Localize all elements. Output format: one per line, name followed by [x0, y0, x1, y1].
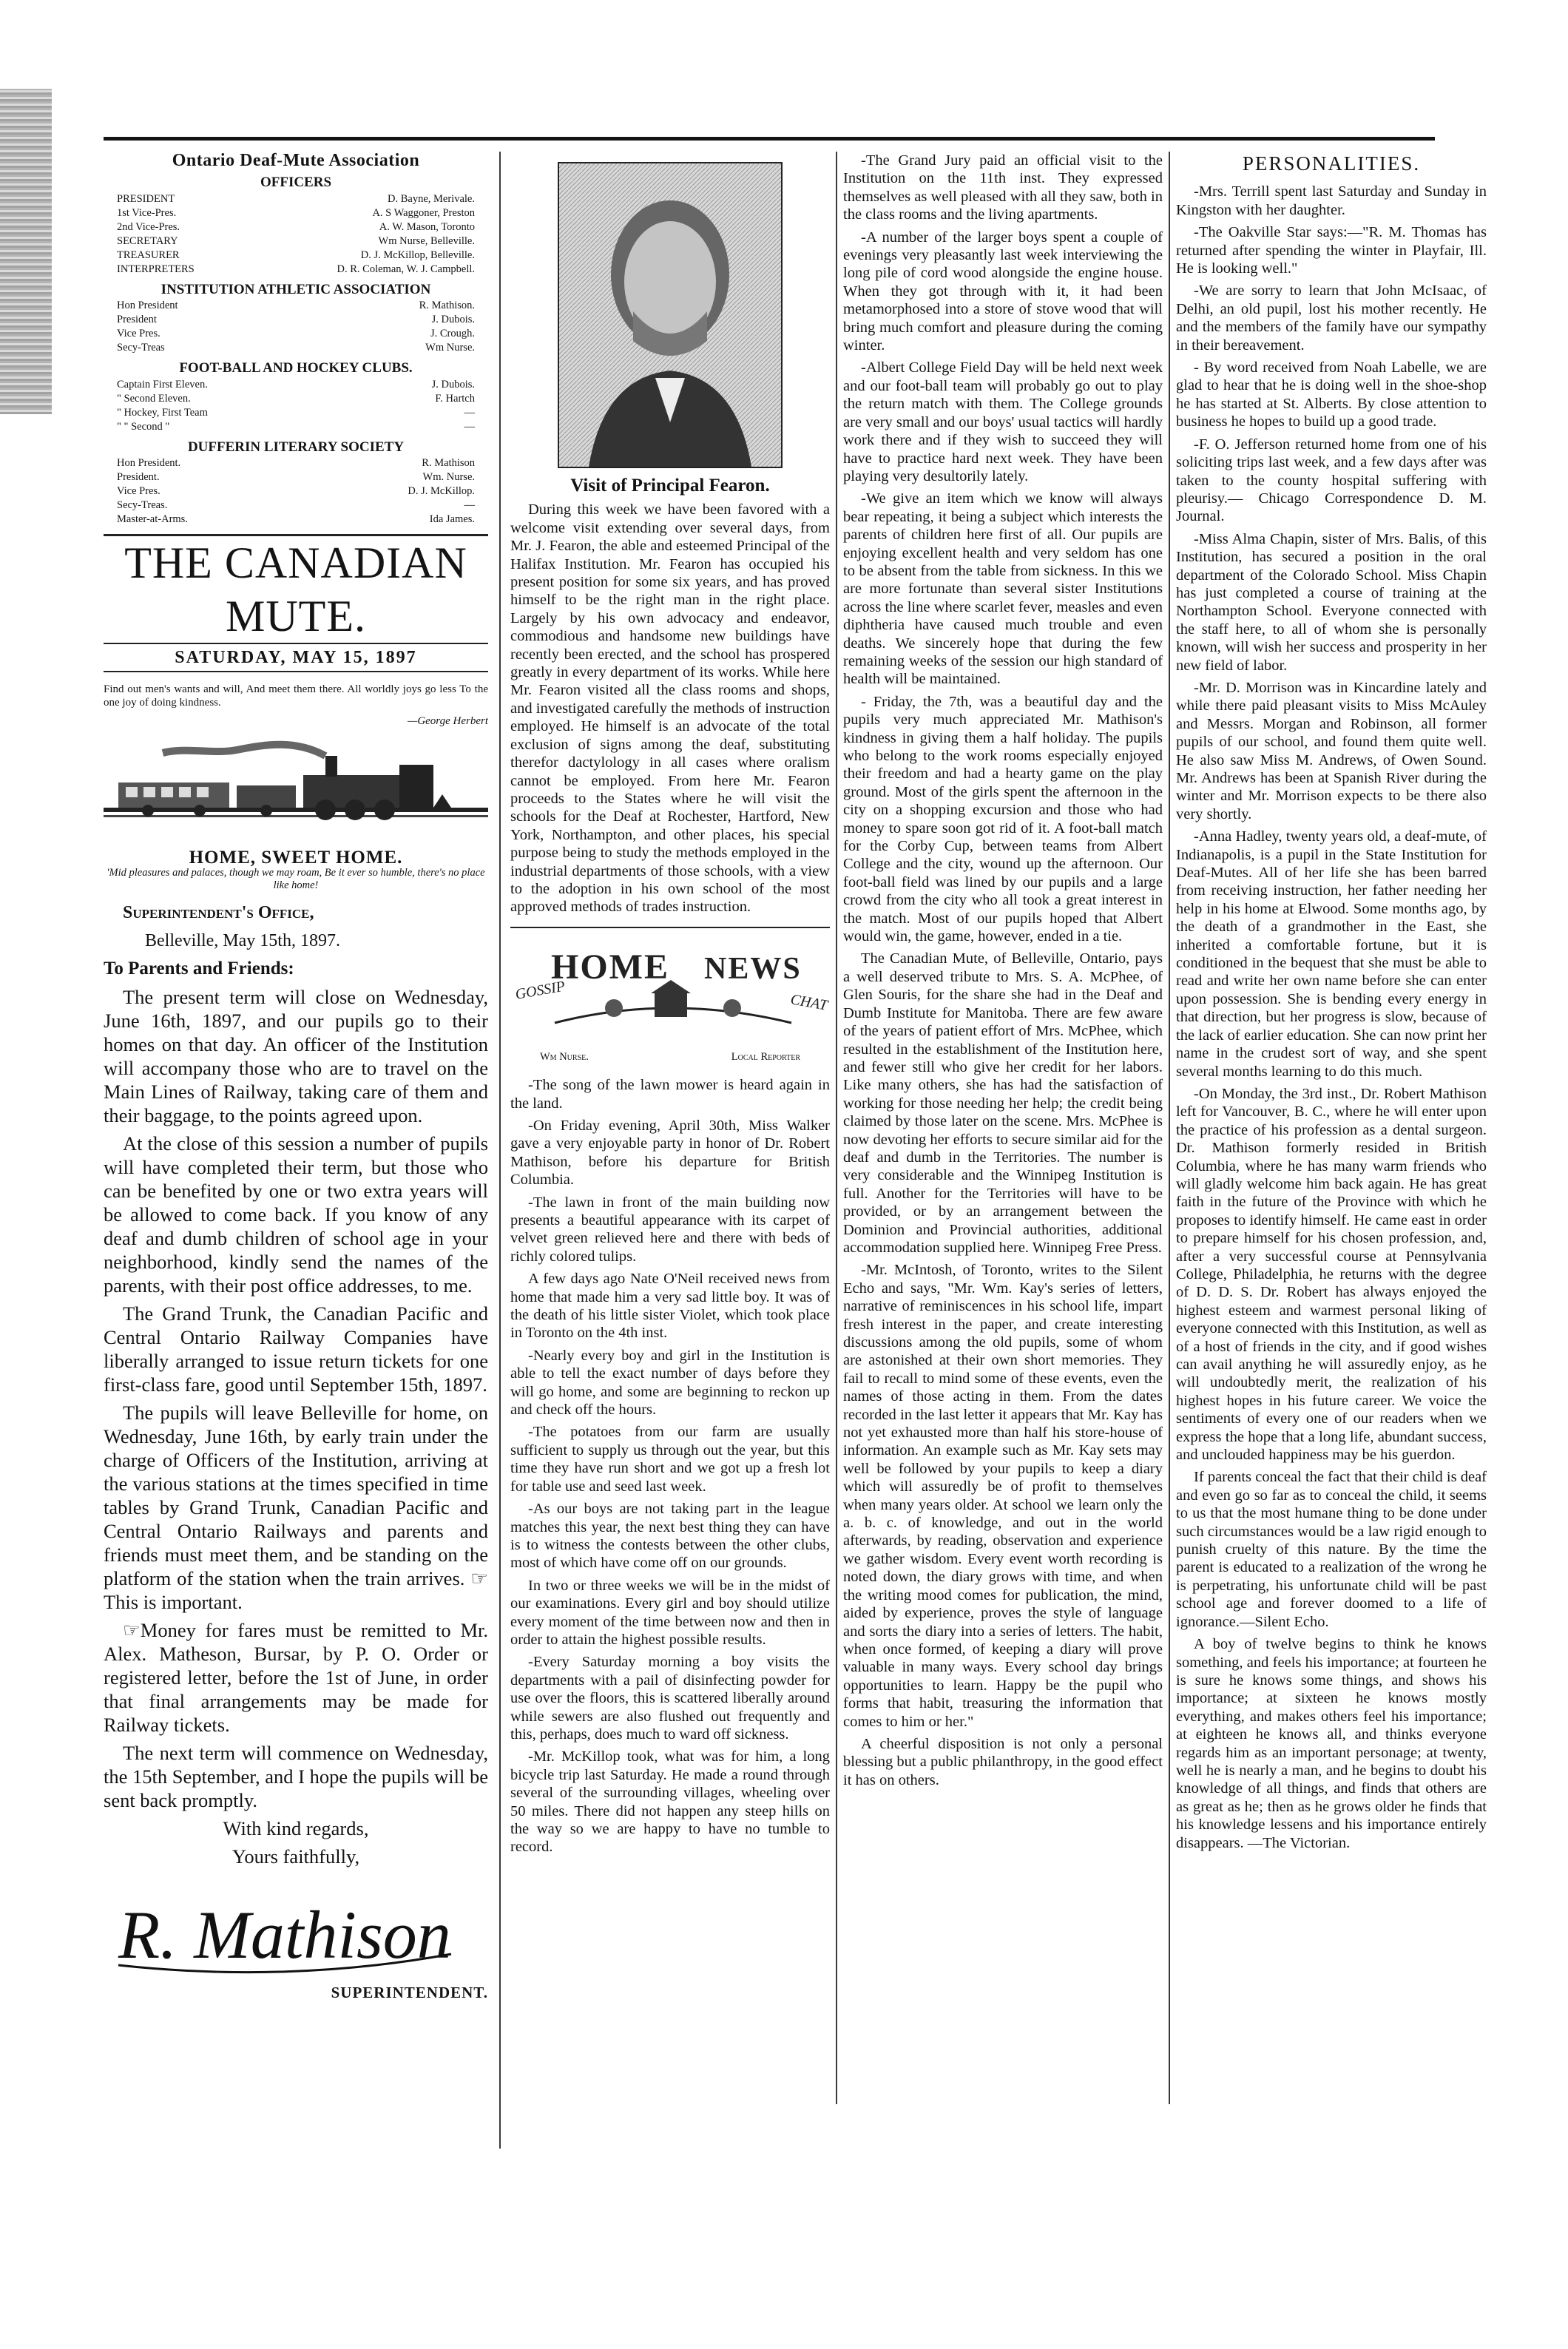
- officer-row: [104, 513, 488, 527]
- news-item: -We give an item which we know will always bear repeating, it being a subject which interests the parents of children here first of all. Our pupils are enjoying excellent health and very seldom has one to be absent from the table from sickness. In this we are more fortunate than several sister Institutions across the line where scarlet fever, measles and even diphtheria have caused much trouble and even deaths. We sincerely hope that during the few remaining weeks of the session our high standard of health will be maintained.: [843, 490, 1163, 688]
- officer-name: D. J. McKillop.: [408, 485, 475, 498]
- column-rule-1: [499, 152, 501, 2149]
- news-item: -On Friday evening, April 30th, Miss Walker gave a very enjoyable party in honor of Dr. Robert Mathison, before his departure for British Columbia.: [510, 1117, 830, 1189]
- news-item: -The Oakville Star says:—"R. M. Thomas has returned after spending the winter in Playfair, Ill. He is looking well.": [1176, 224, 1487, 277]
- officer-name: —: [464, 406, 475, 419]
- football-heading: FOOT-BALL AND HOCKEY CLUBS.: [179, 360, 413, 376]
- personalities-heading: PERSONALITIES.: [1242, 152, 1421, 175]
- officer-office: President: [117, 314, 157, 326]
- column-rule-2: [836, 152, 837, 2104]
- news-item: -Miss Alma Chapin, sister of Mrs. Balis, of this Institution, has secured a position in the oral department of the Colorado School. Miss Chapin has just completed a course of training at the Northampton School. Everyone connected with the staff here, to all of whom she is personally known, will wish her success and prosperity in her new field of labor.: [1176, 530, 1487, 674]
- fearon-article: During this week we have been favored with a welcome visit extending over several days, from Mr. J. Fearon, the able and esteemed Principal of the Halifax Institution. Mr. Fearon has occupied his present position for some six years, and has proved himself to be the right man in the right place. Largely by his own advocacy and endeavor, commodious and handsome new buildings have recently been erected, and the school has prospered greatly in every department of its works. While here Mr. Fearon visited all the class rooms and shops, and investigated carefully the methods of instruction employed. He himself is an advocate of the total exclusion of signs among the deaf, substituting therefor dactylology in all cases where oralism cannot be employed. From here Mr. Fearon proceeds to the States where he will visit the schools for the Deaf at Rochester, Hartford, New York, Northampton, and other places, his special purpose being to study the methods employed in the industrial departments of those schools, with a view to the adoption in his own school of the most approved methods of trades instruction.: [510, 501, 830, 916]
- signature: [104, 1873, 488, 1984]
- officer-name: R. Mathison.: [419, 300, 475, 312]
- column-4: [1176, 152, 1487, 2112]
- letter-paragraph: At the close of this session a number of pupils will have completed their term, but those who can be benefited by one or two extra years will be allowed to come back. If you know of any deaf and dumb children of school age in your neighborhood, kindly send the names of the parents, with their post office addresses, to me.: [104, 1132, 488, 1297]
- salutation: To Parents and Friends:: [104, 959, 294, 979]
- letter-paragraph: ☞Money for fares must be remitted to Mr. Alex. Matheson, Bursar, by P. O. Order or registered letter, before the 1st of June, in order that final arrangements may be made for Railway tickets.: [104, 1619, 488, 1737]
- news-item: -The potatoes from our farm are usually sufficient to supply us through out the year, but this time they have run short and we got up a fresh lot for table use and seed last week.: [510, 1424, 830, 1495]
- news-item: -We are sorry to learn that John McIsaac, of Delhi, an old pupil, lost his mother recently. He and the members of the family have our sympathy in their bereavement.: [1176, 283, 1487, 354]
- office-line-2: Belleville, May 15th, 1897.: [145, 931, 340, 951]
- masthead: THE CANADIAN MUTE.: [104, 534, 488, 644]
- portrait-principal-fearon: [558, 162, 783, 468]
- officer-office: Hon President.: [117, 457, 181, 470]
- signature-icon: [104, 1873, 488, 1984]
- officer-row: [104, 299, 488, 313]
- portrait-icon: [559, 163, 781, 467]
- home-news-banner-icon: [510, 934, 830, 1045]
- officer-row: [104, 470, 488, 484]
- reporter-title: Local Reporter: [731, 1050, 800, 1063]
- personalities-items: [1176, 183, 1487, 1852]
- officer-office: Secy-Treas.: [117, 499, 168, 512]
- news-item: -The lawn in front of the main building now presents a beautiful appearance with its carpet of velvet green relieved here and there with beds of richly colored tulips.: [510, 1194, 830, 1265]
- officer-name: Wm Nurse.: [425, 342, 475, 354]
- home-sweet-home-verse: 'Mid pleasures and palaces, though we may roam, Be it ever so humble, there's no place like home!: [107, 867, 485, 892]
- train-icon: [104, 740, 488, 843]
- officer-office: " Hockey, First Team: [117, 406, 208, 419]
- officers-heading: OFFICERS: [260, 175, 332, 191]
- officer-office: TREASURER: [117, 249, 180, 261]
- officer-row: [104, 484, 488, 498]
- banner-gossip: GOSSIP: [514, 978, 567, 1003]
- officer-office: Master-at-Arms.: [117, 513, 188, 526]
- athletic-list: [104, 299, 488, 355]
- officer-name: Ida James.: [429, 513, 475, 526]
- column-2: [510, 152, 830, 2112]
- officer-office: 2nd Vice-Pres.: [117, 220, 180, 233]
- news-item: If parents conceal the fact that their child is deaf and even go so far as to conceal the child, it seems to us that the most humane thing to be done under such circumstances would be a law rigid enough to punish cruelty of this nature. By the time the parent is educated to a realization of the wrong he is perpetrating, his unfortunate child will be past school age and forever doomed to a life of ignorance.—Silent Echo.: [1176, 1469, 1487, 1630]
- officer-office: Vice Pres.: [117, 485, 160, 498]
- literary-heading: DUFFERIN LITERARY SOCIETY: [187, 439, 405, 455]
- officer-office: President.: [117, 471, 160, 484]
- officer-row: [104, 392, 488, 406]
- motto-attribution: —George Herbert: [407, 715, 488, 728]
- news-item: -On Monday, the 3rd inst., Dr. Robert Mathison left for Vancouver, B. C., where he will enter upon the practice of his profession as a dental surgeon. Dr. Mathison formerly resided in British Columbia, where he has many warm friends who will gladly welcome him back again. He has great faith in the future of the Province with which he proposes to identify himself. He came east in order to prepare himself for his chosen profession, and, after a very successful course at Pennsylvania College, Philadelphia, he returns with the degree of D. D. S. Dr. Robert has always enjoyed the highest esteem and warmest personal liking of everyone connected with this Institution, as well as of a host of friends in the city, and if good wishes can avail anything he will assuredly enjoy, as he will undoubtedly merit, the realization of his highest hopes in his future career. We voice the sentiments of every one of our readers when we express the hope that a long life, abundant success, and unclouded happiness may be his guerdon.: [1176, 1085, 1487, 1464]
- officer-name: Wm. Nurse.: [422, 471, 475, 484]
- letter-paragraph: The pupils will leave Belleville for home, on Wednesday, June 16th, by early train under the charge of Officers of the Institution, arriving at the various stations at the times specified in time tables by Grand Trunk, Canadian Pacific and Central Ontario Railways and parents and friends must meet them, and be standing on the platform of the station when the train arrives. ☞This is important.: [104, 1402, 488, 1614]
- association-title: Ontario Deaf-Mute Association: [172, 152, 420, 170]
- officer-name: J. Dubois.: [431, 314, 475, 326]
- letter-paragraph: The next term will commence on Wednesday, the 15th September, and I hope the pupils will be sent back promptly.: [104, 1742, 488, 1812]
- officer-office: Captain First Eleven.: [117, 378, 208, 391]
- column-3-items: [843, 152, 1163, 1789]
- officer-name: Wm Nurse, Belleville.: [378, 234, 475, 247]
- closing-regards: With kind regards,: [223, 1817, 369, 1840]
- signature-text: R. Mathison: [118, 1897, 451, 1973]
- officer-row: [104, 220, 488, 234]
- news-item: -Mrs. Terrill spent last Saturday and Sunday in Kingston with her daughter.: [1176, 183, 1487, 218]
- banner-home: HOME: [551, 947, 669, 987]
- literary-list: [104, 456, 488, 527]
- reporter-name: Wm Nurse.: [540, 1050, 589, 1063]
- officer-office: 1st Vice-Pres.: [117, 206, 177, 219]
- news-item: A cheerful disposition is not only a personal blessing but a public philanthropy, in the good effect it has on others.: [843, 1735, 1163, 1788]
- closing-faithfully: Yours faithfully,: [232, 1845, 360, 1868]
- news-item: -The Grand Jury paid an official visit to the Institution on the 11th inst. They expressed themselves as well pleased with all they saw, both in the class rooms and the living apartments.: [843, 152, 1163, 223]
- banner-chat: CHAT: [789, 991, 829, 1014]
- banner-news: NEWS: [704, 951, 802, 986]
- officer-row: [104, 234, 488, 249]
- officer-office: Hon President: [117, 300, 178, 312]
- officer-row: [104, 456, 488, 470]
- news-item: -Anna Hadley, twenty years old, a deaf-mute, of Indianapolis, is a pupil in the State Institution for Deaf-Mutes. All of her life she has been barred from receiving instruction, her father needing her help in his home at Elwood. Some months ago, by the death of a grandmother in the East, she inherited a comfortable fortune, but it is conditioned in the bequest that she must be able to read and write her own name before she can enter upon possession. She is bending every energy in that direction, but her progress is slow, because of the lack of earlier education. She can now print her name in the crudest sort of way, and she spent several months learning to do this much.: [1176, 828, 1487, 1080]
- column-rule-3: [1169, 152, 1170, 2104]
- news-item: -Nearly every boy and girl in the Institution is able to tell the exact number of days before they will go home, and some are beginning to reckon up and check off the hours.: [510, 1347, 830, 1419]
- top-rule: [104, 137, 1435, 141]
- officer-row: [104, 327, 488, 341]
- news-item: -Albert College Field Day will be held next week and our foot-ball team will probably go out to play the return match with them. The College grounds are very small and our boys' usual tactics will hardly work there and if they wish to succeed they will have to practice hard next week. They have been playing very desultorily lately.: [843, 359, 1163, 484]
- date-line: SATURDAY, MAY 15, 1897: [104, 649, 488, 672]
- news-item: -A number of the larger boys spent a couple of evenings very pleasantly last week interviewing the long pile of cord wood alongside the engine house. When they got through with it, it had been metamorphosed into a store of stove wood that will bring much comfort and pleasure during the coming winter.: [843, 229, 1163, 354]
- home-news-banner: [510, 927, 830, 1045]
- news-item: - Friday, the 7th, was a beautiful day and the pupils very much appreciated Mr. Mathison's kindness in giving them a half holiday. The pupils who belong to the work rooms especially enjoyed their freedom and had a hearty game on the play ground. Most of the girls spent the afternoon in the city on a shopping excursion and those who had money to spare soon got rid of it. A foot-ball match for the Corby Cup, between teams from Albert College and the city, wound up the afternoon. Our foot-ball field was lined by our pupils and a large crowd from the city who all took a great interest in the match. Most of our pupils hoped that Albert would win, the game, however, ended in a tie.: [843, 693, 1163, 945]
- officer-name: R. Mathison: [422, 457, 475, 470]
- officer-name: J. Crough.: [430, 328, 475, 340]
- officer-name: J. Dubois.: [431, 378, 475, 391]
- superintendent-letter: [104, 901, 488, 1868]
- news-item: A boy of twelve begins to think he knows something, and feels his importance; at fourteen he is sure he knows some things, and shows his importance; at sixteen he knows mostly everything, and makes others feel his importance; at eighteen he knows all, and thinks everyone regards him as an important personage; at twenty, well he is nearly a man, and he begins to doubt his knowledge of all things, and finds that others are as great as he; then as he grows older he finds that his knowledge lessens and his importance entirely disappears. —The Victorian.: [1176, 1636, 1487, 1851]
- visit-caption: Visit of Principal Fearon.: [570, 476, 770, 496]
- news-item: -Mr. D. Morrison was in Kincardine lately and while there paid pleasant visits to Miss McAuley and Messrs. Morgan and Robinson, all former pupils of our school, and found them quite well. He also saw Miss M. Andrews, of Owen Sound. Mr. Andrews has been at Spanish River during the winter and Mr. Morrison expects to be there also very shortly.: [1176, 679, 1487, 822]
- officer-name: —: [464, 499, 475, 512]
- officer-row: [104, 406, 488, 420]
- letter-paragraph: The present term will close on Wednesday, June 16th, 1897, and our pupils go to their homes on that day. An officer of the Institution will accompany those who are to travel on the Main Lines of Railway, taking care of them and their baggage, to the points agreed upon.: [104, 986, 488, 1127]
- column-1: [104, 152, 488, 2149]
- superintendent-title: SUPERINTENDENT.: [331, 1984, 488, 2002]
- officer-office: " " Second ": [117, 420, 170, 433]
- officer-office: INTERPRETERS: [117, 263, 195, 275]
- news-item: In two or three weeks we will be in the midst of our examinations. Every girl and boy should utilize every moment of the time between now and then in order to attain the highest possible results.: [510, 1577, 830, 1648]
- office-line-1: Superintendent's Office,: [123, 903, 314, 923]
- officer-name: D. R. Coleman, W. J. Campbell.: [337, 263, 475, 275]
- officer-row: [104, 249, 488, 263]
- officer-name: F. Hartch: [435, 392, 475, 405]
- officer-name: D. Bayne, Merivale.: [388, 192, 475, 205]
- news-item: -As our boys are not taking part in the league matches this year, the next best thing they can have is to witness the contests between the other clubs, most of which have come off on our grounds.: [510, 1501, 830, 1572]
- news-item: A few days ago Nate O'Neil received news from home that made him a very sad little boy. It was of the death of his little sister Violet, which took place in Toronto on the 4th inst.: [510, 1271, 830, 1342]
- officer-row: [104, 263, 488, 277]
- officer-office: Secy-Treas: [117, 342, 165, 354]
- home-news-items: [510, 1076, 830, 1856]
- home-news-credit: [510, 1048, 830, 1066]
- scan-binding-edge: [0, 89, 52, 414]
- home-sweet-home-title: HOME, SWEET HOME.: [189, 847, 403, 868]
- news-item: -Mr. McIntosh, of Toronto, writes to the Silent Echo and says, "Mr. Wm. Kay's series of letters, narrative of reminiscences in his school life, impart fresh interest in the paper, and create interesting discussions among the old pupils, some of whom are astonished at their own short memories. They fail to recall to mind some of these events, even the names of those acting in them. From the dates recorded in the last letter it appears that Mr. Kay has not yet exhausted more than half his store-house of information. An example such as Mr. Kay sets may well be followed by your pupils to keep a diary which will assuredly be of profit to themselves when many years older. At school we learn only the a. b. c. of knowledge, and out in the world afterwards, by reading, observation and experience we gather wisdom. Every event worth recording is noted down, the diary grows with time, and when the writing mood comes for publication, the mind, aided by experience, proves the style of language and sorts the diary into a series of letters. The habit, when once formed, of keeping a diary will prove valuable in many ways. Every school day brings opportunities to learn. Happy be the pupil who forms that habit, treasuring the information that comes to him or her.": [843, 1262, 1163, 1730]
- train-engraving: [104, 740, 488, 843]
- news-item: The Canadian Mute, of Belleville, Ontario, pays a well deserved tribute to Mrs. S. A. McPhee, of Glen Souris, for the share she had in the Deaf and Dumb Institute for Manitoba. There are few aware of the years of patient effort of Mrs. McPhee, which resulted in the establishment of the Institution here, and fewer still who give her credit for her labors. Like many others, she has had the satisfaction of working for those needing her help; the credit being claimed by those later on the scene. Mrs. McPhee is now devoting her efforts to secure similar aid for the deaf and dumb in the Territories. The number is very considerable and the Winnipeg Institution is full. Another for the Territories will have to be provided, or by an arrangement between the Dominion and Provincial authorities, additional accommodation supplied here. Winnipeg Free Press.: [843, 950, 1163, 1256]
- officer-row: [104, 498, 488, 513]
- column-3: [843, 152, 1163, 2112]
- officer-row: [104, 206, 488, 220]
- officer-row: [104, 192, 488, 206]
- officer-office: SECRETARY: [117, 234, 178, 247]
- officer-name: A. W. Mason, Toronto: [379, 220, 475, 233]
- news-item: -F. O. Jefferson returned home from one of his soliciting trips last week, and a few days after was taken to the county hospital suffering with pleurisy.— Chicago Correspondence D. M. Journal.: [1176, 436, 1487, 525]
- officer-name: D. J. McKillop, Belleville.: [360, 249, 475, 261]
- officer-row: [104, 313, 488, 327]
- news-item: -Every Saturday morning a boy visits the departments with a pail of disinfecting powder for use over the floors, this is scattered liberally around while sewers are also flushed out frequently and this, perhaps, does much to ward off sickness.: [510, 1654, 830, 1743]
- motto: Find out men's wants and will, And meet them there. All worldly joys go less To the one joy of doing kindness.: [104, 683, 488, 709]
- officers-list: [104, 192, 488, 277]
- news-item: -Mr. McKillop took, what was for him, a long bicycle trip last Saturday. He made a round through several of the surrounding villages, wheeling over 50 miles. There did not happen any steep hills on the way so we are happy to have no tumble to record.: [510, 1748, 830, 1856]
- officer-name: —: [464, 420, 475, 433]
- letter-paragraph: The Grand Trunk, the Canadian Pacific and Central Ontario Railway Companies have liberally arranged to issue return tickets for one first-class fare, good until September 15th, 1897.: [104, 1302, 488, 1396]
- news-item: - By word received from Noah Labelle, we are glad to hear that he is doing well in the shoe-shop he has started at St. Alberts. By close attention to business he hopes to build up a good trade.: [1176, 359, 1487, 430]
- news-item: -The song of the lawn mower is heard again in the land.: [510, 1077, 830, 1112]
- officer-office: PRESIDENT: [117, 192, 175, 205]
- athletic-heading: INSTITUTION ATHLETIC ASSOCIATION: [160, 281, 431, 297]
- officer-name: A. S Waggoner, Preston: [372, 206, 475, 219]
- officer-row: [104, 378, 488, 392]
- football-list: [104, 378, 488, 434]
- officer-row: [104, 420, 488, 434]
- officer-office: " Second Eleven.: [117, 392, 191, 405]
- officer-office: Vice Pres.: [117, 328, 160, 340]
- officer-row: [104, 341, 488, 355]
